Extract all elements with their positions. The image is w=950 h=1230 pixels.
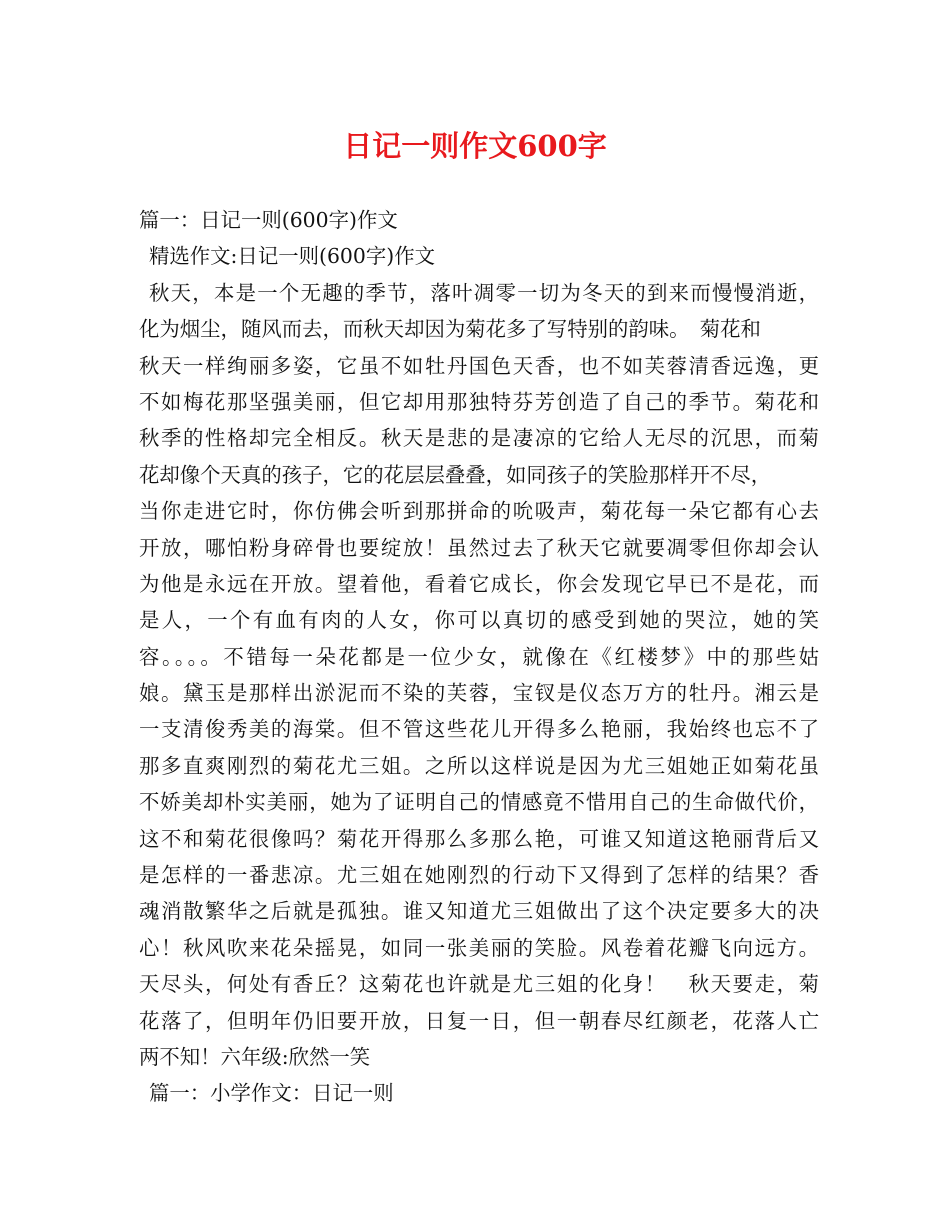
- body-line: 不如梅花那坚强美丽，但它却用那独特芬芳创造了自己的季节。菊花和: [139, 389, 819, 414]
- body-line: 魂消散繁华之后就是孤独。谁又知道尤三姐做出了这个决定要多大的决: [139, 899, 819, 924]
- document-title: 日记一则作文600字: [343, 129, 607, 163]
- body-line-subheading: 精选作文:日记一则(600字)作文: [149, 244, 435, 269]
- body-line: 开放，哪怕粉身碎骨也要绽放！虽然过去了秋天它就要凋零但你却会认: [139, 535, 819, 560]
- body-line: 心！秋风吹来花朵摇晃，如同一张美丽的笑脸。风卷着花瓣飞向远方。: [139, 935, 819, 960]
- body-line: 一支清俊秀美的海棠。但不管这些花儿开得多么艳丽，我始终也忘不了: [139, 717, 819, 742]
- body-line: 花落了，但明年仍旧要开放，日复一日，但一朝春尽红颜老，花落人亡: [139, 1008, 819, 1033]
- body-line: 为他是永远在开放。望着他，看着它成长，你会发现它早已不是花，而: [139, 571, 819, 596]
- body-line: 这不和菊花很像吗？菊花开得那么多那么艳，可谁又知道这艳丽背后又: [139, 826, 819, 851]
- body-line: 秋天一样绚丽多姿，它虽不如牡丹国色天香，也不如芙蓉清香远逸，更: [139, 353, 819, 378]
- document-body: [139, 202, 819, 1112]
- body-line: 当你走进它时，你仿佛会听到那拼命的吮吸声，菊花每一朵它都有心去: [139, 499, 819, 524]
- body-line: 秋天，本是一个无趣的季节，落叶凋零一切为冬天的到来而慢慢消逝，: [149, 280, 819, 305]
- body-line: 化为烟尘，随风而去，而秋天却因为菊花多了写特别的韵味。 菊花和: [139, 317, 761, 342]
- body-line: 是人，一个有血有肉的人女，你可以真切的感受到她的哭泣，她的笑: [139, 608, 819, 633]
- body-line-heading-1: 篇一：日记一则(600字)作文: [139, 208, 398, 232]
- body-line: 花却像个天真的孩子，它的花层层叠叠，如同孩子的笑脸那样开不尽，: [139, 462, 772, 487]
- body-line: 不娇美却朴实美丽，她为了证明自己的情感竟不惜用自己的生命做代价，: [139, 790, 819, 815]
- body-line: 两不知！六年级:欣然一笑: [139, 1044, 371, 1069]
- body-line: 是怎样的一番悲凉。尤三姐在她刚烈的行动下又得到了怎样的结果？香: [139, 863, 819, 888]
- body-line: 天尽头，何处有香丘？这菊花也许就是尤三姐的化身！ 秋天要走，菊: [139, 972, 819, 997]
- body-line: 秋季的性格却完全相反。秋天是悲的是凄凉的它给人无尽的沉思，而菊: [139, 426, 819, 451]
- body-line: 容。。。。不错每一朵花都是一位少女，就像在《红楼梦》中的那些姑: [139, 644, 819, 669]
- body-line-heading-2: 篇一：小学作文：日记一则: [149, 1081, 394, 1106]
- body-line: 那多直爽刚烈的菊花尤三姐。之所以这样说是因为尤三姐她正如菊花虽: [139, 753, 819, 778]
- body-line: 娘。黛玉是那样出淤泥而不染的芙蓉，宝钗是仪态万方的牡丹。湘云是: [139, 681, 819, 706]
